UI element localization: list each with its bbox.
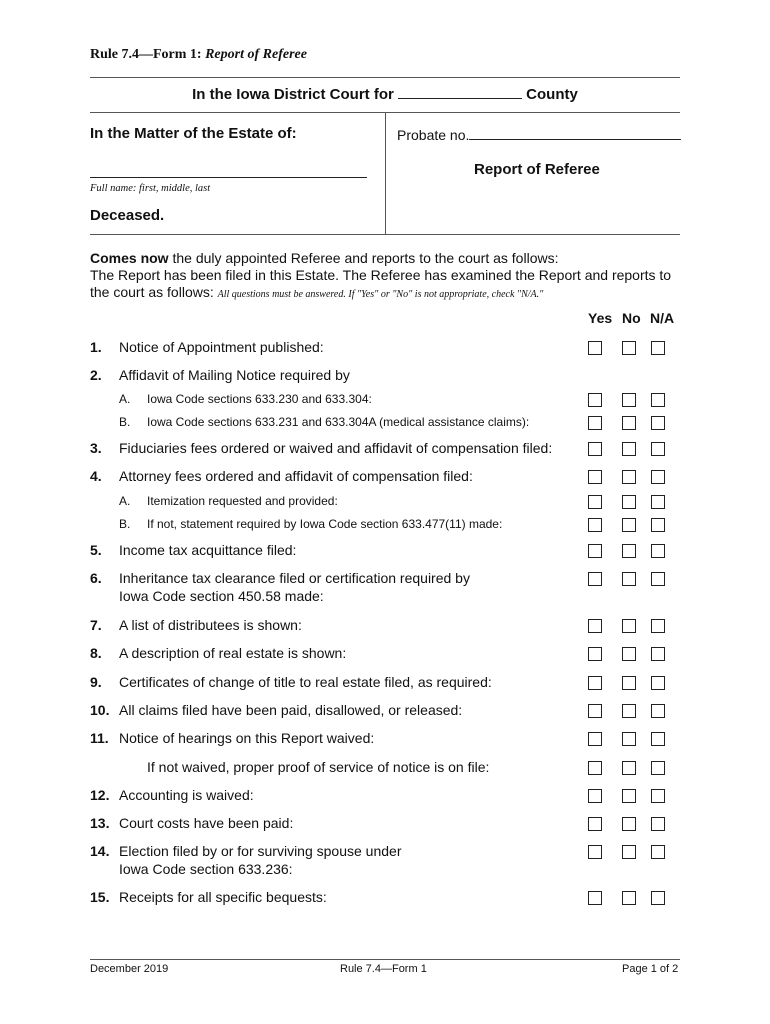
probate-number [397,127,681,143]
question-text-line: Notice of hearings on this Report waived: [119,730,375,746]
question-text [119,616,559,634]
deceased-label: Deceased. [90,207,165,224]
no-checkbox[interactable] [622,495,636,509]
yes-checkbox[interactable] [588,676,602,690]
caption-vertical-divider [385,112,386,234]
question-text [119,814,559,832]
yes-checkbox[interactable] [588,495,602,509]
question-number: 4. [90,468,102,484]
na-checkbox[interactable] [651,544,665,558]
no-checkbox[interactable] [622,442,636,456]
question-text [119,842,559,878]
question-number: B. [119,415,131,429]
top-divider [90,77,680,78]
yes-checkbox[interactable] [588,817,602,831]
yes-checkbox[interactable] [588,470,602,484]
question-number: 3. [90,440,102,456]
na-checkbox[interactable] [651,470,665,484]
question-text-line: Iowa Code sections 633.230 and 633.304: [147,392,372,406]
question-text-line: Fiduciaries fees ordered or waived and affidavit of compensation filed: [119,440,553,456]
court-prefix: In the Iowa District Court for [192,86,394,103]
question-text [119,701,559,719]
question-number: 9. [90,674,102,690]
na-checkbox[interactable] [651,495,665,509]
yes-checkbox[interactable] [588,393,602,407]
no-checkbox[interactable] [622,470,636,484]
yes-column-heading: Yes [588,310,613,326]
na-checkbox[interactable] [651,845,665,859]
na-checkbox[interactable] [651,817,665,831]
question-number: 7. [90,617,102,633]
no-checkbox[interactable] [622,817,636,831]
question-text-line: Iowa Code sections 633.231 and 633.304A (medical assistance claims): [147,415,530,429]
question-text-line: Accounting is waived: [119,787,254,803]
question-text-line: A description of real estate is shown: [119,645,347,661]
no-checkbox[interactable] [622,789,636,803]
question-text-line: All claims filed have been paid, disallowed, or released: [119,702,463,718]
no-checkbox[interactable] [622,572,636,586]
na-column-heading: N/A [650,310,675,326]
yes-checkbox[interactable] [588,761,602,775]
question-text-line: Affidavit of Mailing Notice required by [119,367,350,383]
yes-checkbox[interactable] [588,789,602,803]
na-checkbox[interactable] [651,341,665,355]
probate-number-field[interactable] [469,139,681,140]
footer-divider [90,959,680,960]
question-number: A. [119,494,131,508]
question-number: 5. [90,542,102,558]
no-checkbox[interactable] [622,761,636,775]
na-checkbox[interactable] [651,619,665,633]
fullname-hint: Full name: first, middle, last [90,183,211,194]
na-checkbox[interactable] [651,789,665,803]
no-checkbox[interactable] [622,845,636,859]
question-text [119,729,559,747]
yes-checkbox[interactable] [588,518,602,532]
question-text-line: Inheritance tax clearance filed or certification required by [119,570,470,586]
rule-title-italic: Report of Referee [205,47,307,62]
no-checkbox[interactable] [622,393,636,407]
yes-checkbox[interactable] [588,704,602,718]
na-checkbox[interactable] [651,518,665,532]
question-text [119,786,559,804]
question-number: A. [119,392,131,406]
question-number: 11. [90,730,109,746]
na-checkbox[interactable] [651,416,665,430]
footer-page-number: Page 1 of 2 [622,963,679,975]
question-number: 15. [90,889,110,905]
yes-checkbox[interactable] [588,891,602,905]
na-checkbox[interactable] [651,732,665,746]
question-text [119,439,559,457]
question-text-line: Notice of Appointment published: [119,339,324,355]
question-number: 1. [90,339,102,355]
decedent-name-field[interactable] [90,177,367,178]
question-text-line: Income tax acquittance filed: [119,542,297,558]
no-checkbox[interactable] [622,619,636,633]
report-title: Report of Referee [474,161,600,178]
question-text-line: If not, statement required by Iowa Code section 633.477(11) made: [147,517,503,531]
question-text [119,467,559,485]
question-text [147,492,587,510]
question-text [119,338,559,356]
footer-form-id: Rule 7.4—Form 1 [340,963,427,975]
question-text-line: Itemization requested and provided: [147,494,338,508]
county-field[interactable] [398,98,522,99]
question-text [119,569,559,605]
yes-checkbox[interactable] [588,416,602,430]
question-text-line: Election filed by or for surviving spouse under [119,843,402,859]
no-checkbox[interactable] [622,676,636,690]
question-text-line: If not waived, proper proof of service of notice is on file: [147,759,490,775]
caption-bottom-divider [90,234,680,235]
na-checkbox[interactable] [651,891,665,905]
yes-checkbox[interactable] [588,732,602,746]
question-text [119,541,559,559]
yes-checkbox[interactable] [588,442,602,456]
probate-label: Probate no. [397,127,470,143]
question-number: 12. [90,787,110,803]
question-text [119,644,559,662]
na-checkbox[interactable] [651,572,665,586]
question-text [147,515,587,533]
na-checkbox[interactable] [651,761,665,775]
question-number: B. [119,517,131,531]
no-checkbox[interactable] [622,891,636,905]
court-heading [90,86,680,103]
no-checkbox[interactable] [622,544,636,558]
na-checkbox[interactable] [651,393,665,407]
question-text [147,413,587,431]
no-checkbox[interactable] [622,416,636,430]
na-checkbox[interactable] [651,704,665,718]
form-rule-title [90,47,307,63]
question-number: 6. [90,570,102,586]
yes-checkbox[interactable] [588,572,602,586]
yes-checkbox[interactable] [588,341,602,355]
question-text-line: Iowa Code section 633.236: [119,861,293,877]
intro-note: All questions must be answered. If "Yes" or "No" is not appropriate, check "N/A." [217,289,544,300]
question-text [119,366,559,384]
no-checkbox[interactable] [622,647,636,661]
question-text-line: Certificates of change of title to real estate filed, as required: [119,674,492,690]
yes-checkbox[interactable] [588,647,602,661]
question-text [147,390,587,408]
footer-date: December 2019 [90,963,169,975]
intro-line2: The Report has been filed in this Estate. The Referee has examined the Report and reports to the court as follows: [90,267,672,300]
na-checkbox[interactable] [651,676,665,690]
intro-paragraph [90,250,680,303]
no-checkbox[interactable] [622,704,636,718]
no-column-heading: No [622,310,641,326]
question-text [119,673,559,691]
no-checkbox[interactable] [622,341,636,355]
yes-checkbox[interactable] [588,619,602,633]
intro-lead: Comes now [90,250,169,266]
intro-line1: the duly appointed Referee and reports to the court as follows: [168,250,559,266]
question-text-line: Iowa Code section 450.58 made: [119,588,324,604]
question-number: 10. [90,702,110,718]
question-text-line: Attorney fees ordered and affidavit of compensation filed: [119,468,473,484]
na-checkbox[interactable] [651,442,665,456]
question-text-line: Court costs have been paid: [119,815,294,831]
question-text-line: Receipts for all specific bequests: [119,889,327,905]
yes-checkbox[interactable] [588,845,602,859]
question-number: 8. [90,645,102,661]
na-checkbox[interactable] [651,647,665,661]
no-checkbox[interactable] [622,518,636,532]
estate-matter-label: In the Matter of the Estate of: [90,125,297,142]
rule-title-plain: Rule 7.4—Form 1: [90,47,206,62]
question-text [147,758,587,776]
question-text [119,888,559,906]
question-number: 2. [90,367,102,383]
no-checkbox[interactable] [622,732,636,746]
question-text-line: A list of distributees is shown: [119,617,302,633]
question-number: 13. [90,815,110,831]
court-suffix: County [526,86,578,103]
question-number: 14. [90,843,110,859]
yes-checkbox[interactable] [588,544,602,558]
